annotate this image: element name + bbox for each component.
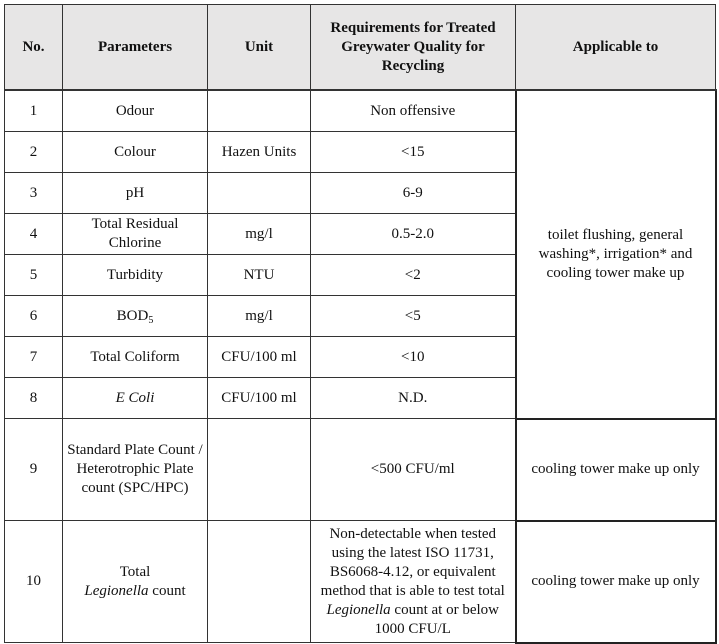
table-row — [5, 419, 716, 521]
parameter-pre: Total — [119, 563, 151, 580]
cell-no: 5 — [5, 255, 63, 296]
cell-no: 2 — [5, 132, 63, 173]
cell-applicable: cooling tower make up only — [516, 521, 716, 643]
cell-unit: mg/l — [208, 214, 311, 255]
cell-unit: Hazen Units — [208, 132, 311, 173]
parameter-italic: Legionella — [84, 582, 149, 599]
requirement-italic: Legionella — [326, 601, 391, 618]
cell-unit: NTU — [208, 255, 311, 296]
cell-requirement: 0.5-2.0 — [311, 214, 516, 255]
cell-parameter: pH — [63, 173, 208, 214]
greywater-quality-table — [4, 4, 717, 644]
cell-unit — [208, 419, 311, 521]
cell-unit — [208, 521, 311, 643]
parameter-italic: E Coli — [115, 389, 155, 406]
requirement-pre: Non-detectable when tested using the latest ISO 11731, BS6068-4.12, or equivalent method that is able to test total — [320, 525, 505, 599]
header-parameters: Parameters — [63, 5, 208, 91]
cell-applicable: cooling tower make up only — [516, 419, 716, 521]
table-row — [5, 521, 716, 643]
cell-no: 3 — [5, 173, 63, 214]
cell-parameter: Odour — [63, 90, 208, 132]
cell-unit — [208, 173, 311, 214]
cell-requirement: N.D. — [311, 378, 516, 419]
cell-unit: CFU/100 ml — [208, 337, 311, 378]
cell-parameter — [63, 296, 208, 337]
cell-no: 9 — [5, 419, 63, 521]
cell-parameter: Standard Plate Count / Heterotrophic Plate count (SPC/HPC) — [63, 419, 208, 521]
cell-no: 8 — [5, 378, 63, 419]
cell-parameter — [63, 521, 208, 643]
cell-requirement: Non offensive — [311, 90, 516, 132]
cell-unit: mg/l — [208, 296, 311, 337]
cell-unit: CFU/100 ml — [208, 378, 311, 419]
cell-requirement: <5 — [311, 296, 516, 337]
cell-unit — [208, 90, 311, 132]
cell-applicable-group: toilet flushing, general washing*, irrigation* and cooling tower make up — [516, 90, 716, 419]
cell-no: 6 — [5, 296, 63, 337]
header-row — [5, 5, 716, 91]
cell-parameter: Turbidity — [63, 255, 208, 296]
cell-parameter: Colour — [63, 132, 208, 173]
requirement-post: count at or below 1000 CFU/L — [374, 601, 499, 637]
cell-parameter: Total Coliform — [63, 337, 208, 378]
cell-no: 7 — [5, 337, 63, 378]
parameter-post: count — [152, 582, 186, 599]
table-row — [5, 90, 716, 132]
cell-no: 10 — [5, 521, 63, 643]
cell-no: 1 — [5, 90, 63, 132]
cell-parameter: Total Residual Chlorine — [63, 214, 208, 255]
header-applicable-to: Applicable to — [516, 5, 716, 91]
parameter-subscript: 5 — [148, 314, 154, 326]
cell-no: 4 — [5, 214, 63, 255]
cell-requirement: <500 CFU/ml — [311, 419, 516, 521]
header-requirements: Requirements for Treated Greywater Quality for Recycling — [311, 5, 516, 91]
cell-requirement: <15 — [311, 132, 516, 173]
header-unit: Unit — [208, 5, 311, 91]
header-no: No. — [5, 5, 63, 91]
cell-requirement: <2 — [311, 255, 516, 296]
cell-requirement — [311, 521, 516, 643]
cell-requirement: <10 — [311, 337, 516, 378]
cell-requirement: 6-9 — [311, 173, 516, 214]
parameter-text: BOD — [116, 307, 149, 324]
cell-parameter — [63, 378, 208, 419]
